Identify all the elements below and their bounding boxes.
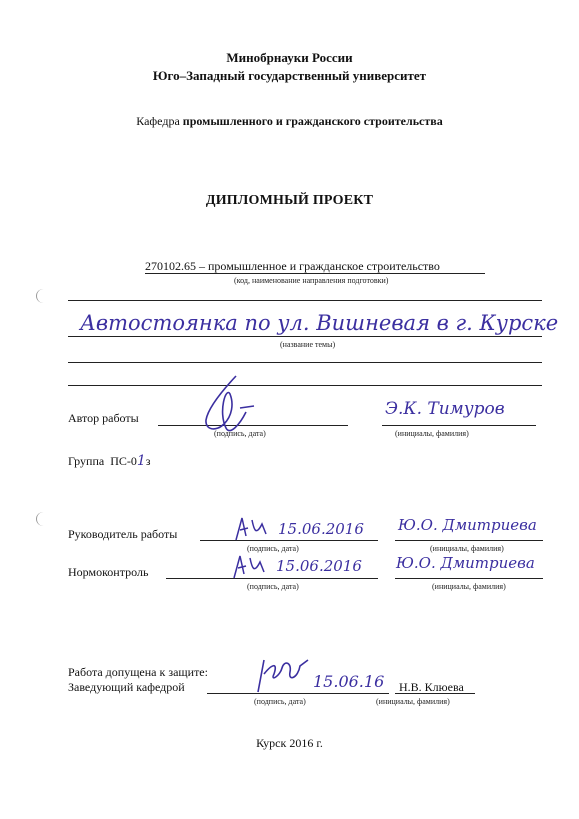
- department-prefix: Кафедра: [136, 114, 180, 128]
- author-label: Автор работы: [68, 411, 139, 425]
- normcontrol-sign-line: [166, 578, 378, 579]
- supervisor-initials-caption: (инициалы, фамилия): [430, 544, 504, 553]
- admission-initials-caption: (инициалы, фамилия): [376, 697, 450, 706]
- head-of-department-label: Заведующий кафедрой: [68, 680, 185, 694]
- group-value-suffix: з: [145, 454, 151, 468]
- supervisor-signature: [232, 514, 272, 544]
- supervisor-date-handwritten: 15.06.2016: [278, 520, 364, 538]
- admission-label: Работа допущена к защите:: [68, 665, 208, 679]
- direction-underline: [145, 273, 485, 274]
- normcontrol-sign-caption: (подпись, дата): [247, 582, 299, 591]
- topic-caption: (название темы): [280, 340, 336, 349]
- punch-hole-mark: [36, 512, 51, 526]
- supervisor-sign-line: [200, 540, 378, 541]
- topic-line: [68, 300, 542, 301]
- department-name: промышленного и гражданского строительства: [182, 114, 443, 128]
- supervisor-label: Руководитель работы: [68, 527, 178, 541]
- supervisor-sign-caption: (подпись, дата): [247, 544, 299, 553]
- normcontrol-date-handwritten: 15.06.2016: [276, 557, 362, 575]
- normcontrol-initials-caption: (инициалы, фамилия): [432, 582, 506, 591]
- group-label: Группа: [68, 454, 105, 468]
- topic-line: [68, 336, 542, 337]
- supervisor-initials-handwritten: Ю.О. Дмитриева: [398, 516, 537, 534]
- topic-line: [68, 385, 542, 386]
- author-sign-caption: (подпись, дата): [214, 429, 266, 438]
- author-initials-handwritten: Э.К. Тимуров: [385, 399, 505, 419]
- admission-signature: [252, 656, 312, 696]
- topic-handwritten: Автостоянка по ул. Вишневая в г. Курске: [80, 311, 559, 335]
- group-value-hand: 1: [136, 453, 146, 469]
- author-initials-caption: (инициалы, фамилия): [395, 429, 469, 438]
- head-of-department-name: Н.В. Клюева: [399, 680, 464, 694]
- group-row: [68, 453, 151, 469]
- topic-line: [68, 362, 542, 363]
- supervisor-initials-line: [395, 540, 543, 541]
- ministry-name: Минобрнауки России: [226, 50, 353, 65]
- city-year: Курск 2016 г.: [256, 736, 323, 750]
- author-initials-line: [382, 425, 536, 426]
- group-value-prefix: ПС-0: [110, 454, 137, 468]
- admission-date-handwritten: 15.06.16: [313, 672, 385, 691]
- direction-caption: (код, наименование направления подготовки): [234, 276, 389, 285]
- punch-hole-mark: [36, 289, 51, 303]
- admission-name-line: [395, 693, 475, 694]
- normcontrol-signature: [230, 552, 270, 582]
- page-title: ДИПЛОМНЫЙ ПРОЕКТ: [205, 193, 374, 208]
- admission-sign-caption: (подпись, дата): [254, 697, 306, 706]
- normcontrol-initials-line: [395, 578, 543, 579]
- normcontrol-initials-handwritten: Ю.О. Дмитриева: [396, 554, 535, 572]
- university-name: Юго–Западный государственный университет: [152, 68, 427, 83]
- normcontrol-label: Нормоконтроль: [68, 565, 149, 579]
- direction-value: 270102.65 – промышленное и гражданское строительство: [145, 259, 440, 273]
- department: [0, 114, 579, 129]
